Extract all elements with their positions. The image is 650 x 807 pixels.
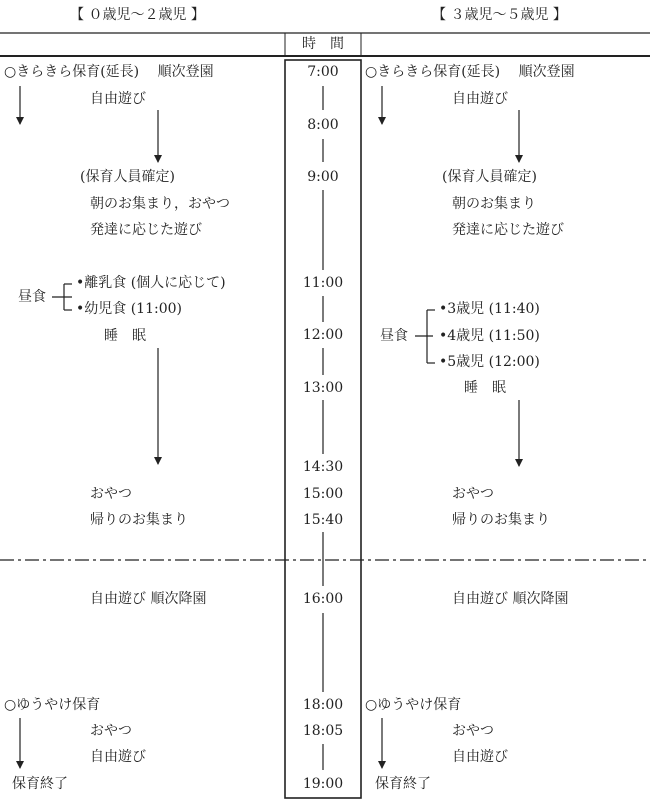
right-lunch-item: •4歳児 (11:50)	[439, 328, 540, 344]
time-label: 13:00	[302, 380, 344, 396]
time-label: 19:00	[302, 776, 344, 792]
right-free-play: 自由遊び	[452, 91, 508, 107]
left-kirakira-care: ○きらきら保育(延長) 順次登園	[4, 64, 214, 80]
left-morning-gathering: 朝のお集まり，おやつ	[90, 196, 230, 212]
right-lunch-item: •3歳児 (11:40)	[439, 301, 540, 317]
left-lunch-label: 昼食	[18, 289, 46, 305]
time-label: 12:00	[302, 327, 344, 343]
left-snack-evening: おやつ	[90, 723, 132, 739]
left-staff-confirm: (保育人員確定)	[80, 169, 175, 185]
time-label: 18:00	[302, 697, 344, 713]
time-label: 18:05	[302, 723, 344, 739]
time-label: 9:00	[307, 169, 339, 185]
time-column-header: 時 間	[302, 36, 344, 52]
left-snack: おやつ	[90, 486, 132, 502]
left-care-end: 保育終了	[12, 776, 68, 792]
right-lunch-item: •5歳児 (12:00)	[439, 354, 540, 370]
right-lunch-label: 昼食	[380, 328, 408, 344]
right-lunch-bracket	[415, 310, 435, 363]
right-yuyake-care: ○ゆうやけ保育	[365, 697, 462, 713]
left-going-home-gathering: 帰りのお集まり	[90, 512, 188, 528]
right-kirakira-care: ○きらきら保育(延長) 順次登園	[365, 64, 575, 80]
right-column-title: 【 ３歳児～５歳児 】	[432, 7, 567, 23]
time-label: 11:00	[302, 275, 344, 291]
left-lunch-item: •幼児食 (11:00)	[76, 301, 182, 317]
time-label: 7:00	[307, 64, 339, 80]
left-sleep: 睡 眠	[104, 328, 146, 344]
right-care-end: 保育終了	[375, 776, 431, 792]
left-developmental-play: 発達に応じた遊び	[90, 222, 202, 238]
right-snack-evening: おやつ	[452, 723, 494, 739]
right-snack: おやつ	[452, 486, 494, 502]
right-sleep: 睡 眠	[464, 380, 506, 396]
time-label: 15:00	[302, 486, 344, 502]
time-label: 16:00	[302, 591, 344, 607]
right-morning-gathering: 朝のお集まり	[452, 196, 536, 212]
left-column-title: 【 ０歳児～２歳児 】	[70, 7, 205, 23]
time-label: 8:00	[307, 117, 339, 133]
right-developmental-play: 発達に応じた遊び	[452, 222, 564, 238]
right-staff-confirm: (保育人員確定)	[442, 169, 537, 185]
left-free-play: 自由遊び	[90, 91, 146, 107]
right-pickup: 自由遊び 順次降園	[452, 591, 569, 607]
right-free-play-evening: 自由遊び	[452, 749, 508, 765]
time-label: 15:40	[302, 512, 344, 528]
time-label: 14:30	[302, 459, 344, 475]
left-lunch-bracket	[52, 284, 72, 310]
left-yuyake-care: ○ゆうやけ保育	[4, 697, 101, 713]
right-going-home-gathering: 帰りのお集まり	[452, 512, 550, 528]
left-pickup: 自由遊び 順次降園	[90, 591, 207, 607]
left-free-play-evening: 自由遊び	[90, 749, 146, 765]
left-lunch-item: •離乳食 (個人に応じて)	[76, 275, 226, 291]
